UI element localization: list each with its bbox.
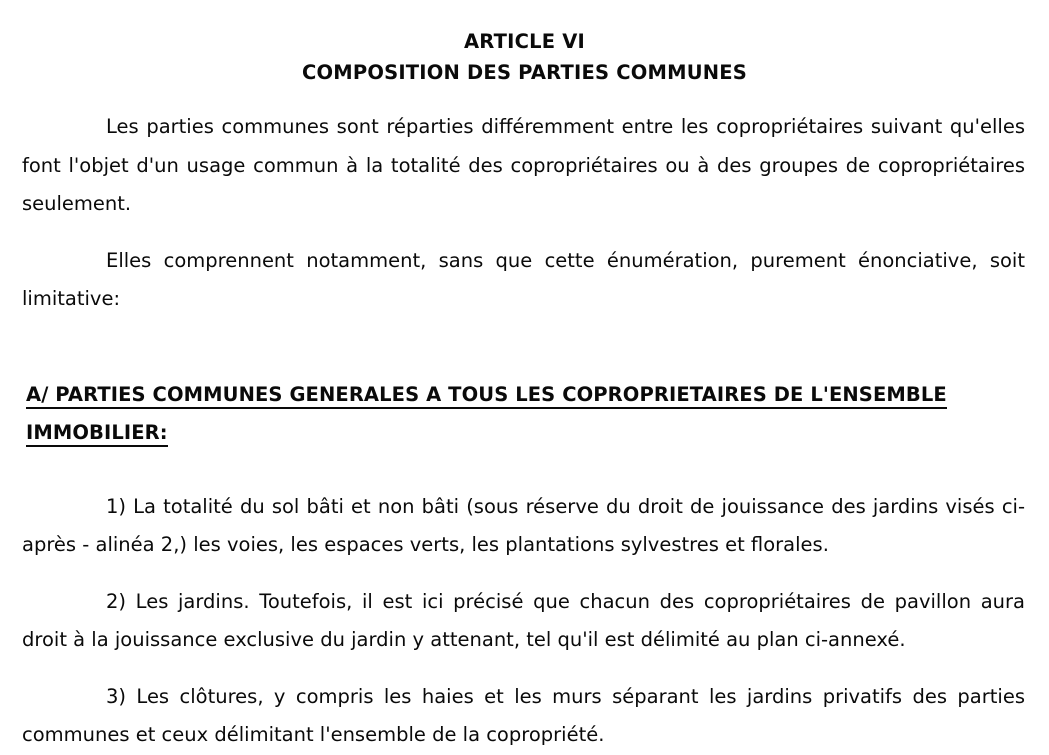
list-item: 2) Les jardins. Toutefois, il est ici précisé que chacun des copropriétaires de pavillon aura droit à la jouissance exclusive du jardin y attenant, tel qu'il est délimité au plan ci-annexé.: [22, 589, 1025, 651]
paragraph-intro: Les parties communes sont réparties différemment entre les copropriétaires suivant qu'elles font l'objet d'un usage commun à la totalité des copropriétaires ou à des groupes de copropriétaires seulement.: [22, 115, 1025, 215]
list-item: 3) Les clôtures, y compris les haies et les murs séparant les jardins privatifs des parties communes et ceux délimitant l'ensemble de la copropriété.: [22, 684, 1025, 746]
spacer: [22, 452, 1025, 488]
spacer: [22, 88, 1025, 108]
spacer: [22, 319, 1025, 376]
document-body: [22, 88, 1025, 755]
section-heading-line-1: A/ PARTIES COMMUNES GENERALES A TOUS LES COPROPRIETAIRES DE L'ENSEMBLE: [26, 383, 947, 409]
paragraph-enumeration-intro: Elles comprennent notamment, sans que cette énumération, purement énonciative, soit limitative:: [22, 248, 1025, 310]
spacer: [22, 660, 1025, 678]
page-title: ARTICLE VI: [464, 30, 585, 53]
spacer: [22, 224, 1025, 242]
page-subtitle: COMPOSITION DES PARTIES COMMUNES: [301, 61, 748, 84]
list-item: 1) La totalité du sol bâti et non bâti (sous réserve du droit de jouissance des jardins visés ci-après - alinéa 2,) les voies, les espaces verts, les plantations sylvestres et florales.: [22, 494, 1025, 556]
spacer: [22, 565, 1025, 583]
section-heading-line-2: IMMOBILIER:: [26, 421, 168, 447]
document-title-block: [0, 0, 1049, 88]
section-heading-general-common-parts: [26, 376, 1025, 452]
